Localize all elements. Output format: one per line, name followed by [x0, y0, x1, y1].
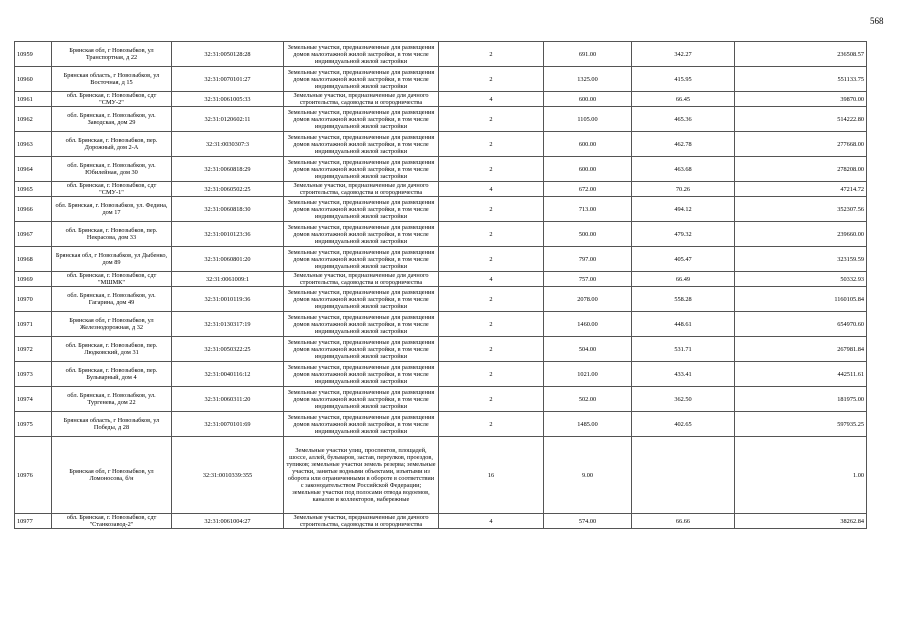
- table-row: [15, 272, 867, 287]
- use-code-cell: 2: [439, 287, 544, 312]
- row-number: 10960: [15, 67, 52, 92]
- cadastral-value-cell: 1.00: [735, 437, 867, 514]
- address-cell: обл. Брянская, г. Новозыбков, сдт "МШМК": [52, 272, 172, 287]
- unit-price-cell: 465.36: [632, 107, 735, 132]
- table-row: [15, 387, 867, 412]
- unit-price-cell: 66.45: [632, 92, 735, 107]
- row-number: 10962: [15, 107, 52, 132]
- unit-price-cell: [632, 437, 735, 514]
- row-number: 10977: [15, 514, 52, 529]
- table-row: [15, 132, 867, 157]
- cadastral-value-cell: 514222.80: [735, 107, 867, 132]
- table-row: [15, 197, 867, 222]
- address-cell: Брянская обл, г Новозыбков, ул Транспортная, д 22: [52, 42, 172, 67]
- land-use-cell: Земельные участки, предназначенные для дачного строительства, садоводства и огородничества: [284, 514, 439, 529]
- use-code-cell: 2: [439, 387, 544, 412]
- unit-price-cell: 415.95: [632, 67, 735, 92]
- row-number: 10968: [15, 247, 52, 272]
- row-number: 10973: [15, 362, 52, 387]
- use-code-cell: 4: [439, 92, 544, 107]
- unit-price-cell: 463.68: [632, 157, 735, 182]
- area-cell: 757.00: [544, 272, 632, 287]
- cadastral-value-cell: 654970.60: [735, 312, 867, 337]
- use-code-cell: 4: [439, 514, 544, 529]
- table-row: [15, 67, 867, 92]
- cadastral-number-cell: 32:31:0060502:25: [172, 182, 284, 197]
- land-use-cell: Земельные участки, предназначенные для дачного строительства, садоводства и огородничества: [284, 182, 439, 197]
- address-cell: Брянская обл, г Новозыбков, ул Дыбенко, дом 89: [52, 247, 172, 272]
- table-row: [15, 92, 867, 107]
- row-number: 10974: [15, 387, 52, 412]
- cadastral-value-cell: 352307.56: [735, 197, 867, 222]
- cadastral-number-cell: 32:31:0040116:12: [172, 362, 284, 387]
- table-body: [15, 42, 867, 529]
- cadastral-value-cell: 1160105.84: [735, 287, 867, 312]
- cadastral-number-cell: 32:31:0061004:27: [172, 514, 284, 529]
- table-row: [15, 42, 867, 67]
- land-use-cell: Земельные участки, предназначенные для размещения домов малоэтажной жилой застройки, в том числе индивидуальной жилой застройки: [284, 387, 439, 412]
- area-cell: 713.00: [544, 197, 632, 222]
- unit-price-cell: 402.65: [632, 412, 735, 437]
- area-cell: 600.00: [544, 157, 632, 182]
- use-code-cell: 4: [439, 272, 544, 287]
- row-number: 10970: [15, 287, 52, 312]
- row-number: 10976: [15, 437, 52, 514]
- use-code-cell: 2: [439, 157, 544, 182]
- land-use-cell: Земельные участки, предназначенные для размещения домов малоэтажной жилой застройки, в том числе индивидуальной жилой застройки: [284, 157, 439, 182]
- unit-price-cell: 448.61: [632, 312, 735, 337]
- land-use-cell: Земельные участки, предназначенные для размещения домов малоэтажной жилой застройки, в том числе индивидуальной жилой застройки: [284, 222, 439, 247]
- cadastral-value-cell: 278208.00: [735, 157, 867, 182]
- page-number: 568: [870, 16, 884, 26]
- cadastral-value-cell: 551133.75: [735, 67, 867, 92]
- row-number: 10971: [15, 312, 52, 337]
- address-cell: обл. Брянская, г. Новозыбков, ул. Заводская, дом 29: [52, 107, 172, 132]
- row-number: 10963: [15, 132, 52, 157]
- use-code-cell: 2: [439, 412, 544, 437]
- address-cell: обл. Брянская, г. Новозыбков, сдт "СМУ-2": [52, 92, 172, 107]
- cadastral-number-cell: 32:31:0120602:11: [172, 107, 284, 132]
- table-row: [15, 514, 867, 529]
- use-code-cell: 2: [439, 337, 544, 362]
- unit-price-cell: 531.71: [632, 337, 735, 362]
- table-row: [15, 222, 867, 247]
- cadastral-value-cell: 597935.25: [735, 412, 867, 437]
- table-row: [15, 412, 867, 437]
- table-row: [15, 437, 867, 514]
- unit-price-cell: 70.26: [632, 182, 735, 197]
- row-number: 10965: [15, 182, 52, 197]
- address-cell: обл. Брянская, г. Новозыбков, пер. Бульварный, дом 4: [52, 362, 172, 387]
- address-cell: обл. Брянская, г. Новозыбков, пер. Некрасова, дом 33: [52, 222, 172, 247]
- row-number: 10967: [15, 222, 52, 247]
- unit-price-cell: 462.78: [632, 132, 735, 157]
- row-number: 10972: [15, 337, 52, 362]
- area-cell: 502.00: [544, 387, 632, 412]
- land-use-cell: Земельные участки, предназначенные для размещения домов малоэтажной жилой застройки, в том числе индивидуальной жилой застройки: [284, 412, 439, 437]
- land-use-cell: Земельные участки, предназначенные для размещения домов малоэтажной жилой застройки, в том числе индивидуальной жилой застройки: [284, 197, 439, 222]
- use-code-cell: 2: [439, 247, 544, 272]
- row-number: 10961: [15, 92, 52, 107]
- cadastral-number-cell: 32:31:0061009:1: [172, 272, 284, 287]
- cadastral-number-cell: 32:31:0010119:36: [172, 287, 284, 312]
- cadastral-value-cell: 47214.72: [735, 182, 867, 197]
- area-cell: 672.00: [544, 182, 632, 197]
- use-code-cell: 2: [439, 197, 544, 222]
- area-cell: 9.00: [544, 437, 632, 514]
- area-cell: 797.00: [544, 247, 632, 272]
- cadastral-number-cell: 32:31:0050128:28: [172, 42, 284, 67]
- cadastral-number-cell: 32:31:0060801:20: [172, 247, 284, 272]
- land-registry-table: [14, 41, 867, 529]
- area-cell: 1105.00: [544, 107, 632, 132]
- address-cell: Брянская обл, г Новозыбков, ул Ломоносова, б/н: [52, 437, 172, 514]
- row-number: 10975: [15, 412, 52, 437]
- cadastral-value-cell: 267981.84: [735, 337, 867, 362]
- cadastral-number-cell: 32:31:0050322:25: [172, 337, 284, 362]
- table-row: [15, 337, 867, 362]
- use-code-cell: 4: [439, 182, 544, 197]
- land-use-cell: Земельные участки, предназначенные для дачного строительства, садоводства и огородничества: [284, 92, 439, 107]
- row-number: 10964: [15, 157, 52, 182]
- cadastral-number-cell: 32:31:0030307:3: [172, 132, 284, 157]
- cadastral-number-cell: 32:31:0010339:355: [172, 437, 284, 514]
- land-use-cell: Земельные участки, предназначенные для дачного строительства, садоводства и огородничества: [284, 272, 439, 287]
- cadastral-number-cell: 32:31:0060311:20: [172, 387, 284, 412]
- use-code-cell: 2: [439, 362, 544, 387]
- address-cell: Брянская область, г Новозыбков, ул Восточная, д 15: [52, 67, 172, 92]
- area-cell: 574.00: [544, 514, 632, 529]
- cadastral-value-cell: 50332.93: [735, 272, 867, 287]
- cadastral-number-cell: 32:31:0070101:27: [172, 67, 284, 92]
- address-cell: обл. Брянская, г. Новозыбков, ул. Федина, дом 17: [52, 197, 172, 222]
- use-code-cell: 2: [439, 67, 544, 92]
- cadastral-number-cell: 32:31:0061005:33: [172, 92, 284, 107]
- unit-price-cell: 66.66: [632, 514, 735, 529]
- area-cell: 691.00: [544, 42, 632, 67]
- cadastral-value-cell: 239660.00: [735, 222, 867, 247]
- table-row: [15, 107, 867, 132]
- cadastral-value-cell: 39870.00: [735, 92, 867, 107]
- address-cell: обл. Брянская, г. Новозыбков, ул. Гагарина, дом 49: [52, 287, 172, 312]
- area-cell: 504.00: [544, 337, 632, 362]
- row-number: 10966: [15, 197, 52, 222]
- table-row: [15, 312, 867, 337]
- cadastral-value-cell: 236508.57: [735, 42, 867, 67]
- table-row: [15, 157, 867, 182]
- area-cell: 500.00: [544, 222, 632, 247]
- table-row: [15, 247, 867, 272]
- cadastral-value-cell: 38262.84: [735, 514, 867, 529]
- unit-price-cell: 433.41: [632, 362, 735, 387]
- table-row: [15, 287, 867, 312]
- area-cell: 600.00: [544, 92, 632, 107]
- address-cell: Брянская область, г Новозыбков, ул Победы, д 28: [52, 412, 172, 437]
- address-cell: обл. Брянская, г. Новозыбков, ул. Тургенева, дом 22: [52, 387, 172, 412]
- address-cell: обл. Брянская, г. Новозыбков, пер. Дорожный, дом 2-А: [52, 132, 172, 157]
- address-cell: обл. Брянская, г. Новозыбков, сдт "Станкозавод-2": [52, 514, 172, 529]
- unit-price-cell: 362.50: [632, 387, 735, 412]
- unit-price-cell: 494.12: [632, 197, 735, 222]
- cadastral-number-cell: 32:31:0060818:29: [172, 157, 284, 182]
- cadastral-value-cell: 277668.00: [735, 132, 867, 157]
- address-cell: обл. Брянская, г. Новозыбков, ул. Юбилейная, дом 30: [52, 157, 172, 182]
- cadastral-number-cell: 32:31:0070101:69: [172, 412, 284, 437]
- area-cell: 2078.00: [544, 287, 632, 312]
- unit-price-cell: 558.28: [632, 287, 735, 312]
- address-cell: Брянская обл, г Новозыбков, ул Железнодорожная, д 32: [52, 312, 172, 337]
- cadastral-number-cell: 32:31:0010123:36: [172, 222, 284, 247]
- land-use-cell: Земельные участки, предназначенные для размещения домов малоэтажной жилой застройки, в том числе индивидуальной жилой застройки: [284, 132, 439, 157]
- area-cell: 1460.00: [544, 312, 632, 337]
- unit-price-cell: 405.47: [632, 247, 735, 272]
- land-use-cell: Земельные участки, предназначенные для размещения домов малоэтажной жилой застройки, в том числе индивидуальной жилой застройки: [284, 312, 439, 337]
- land-use-cell: Земельные участки улиц, проспектов, площадей, шоссе, аллей, бульваров, застав, переулков, проездов, тупиков; земельные участки земель резерва; земельные участки, занятые водными объектами, изъятыми из оборота или ограниченными в обороте в соответствии с законодательством Российской Федерации; земельные участки под полосами отвода водоемов, каналов и коллекторов, набережные: [284, 437, 439, 514]
- land-use-cell: Земельные участки, предназначенные для размещения домов малоэтажной жилой застройки, в том числе индивидуальной жилой застройки: [284, 287, 439, 312]
- use-code-cell: 2: [439, 312, 544, 337]
- land-use-cell: Земельные участки, предназначенные для размещения домов малоэтажной жилой застройки, в том числе индивидуальной жилой застройки: [284, 362, 439, 387]
- row-number: 10969: [15, 272, 52, 287]
- land-use-cell: Земельные участки, предназначенные для размещения домов малоэтажной жилой застройки, в том числе индивидуальной жилой застройки: [284, 42, 439, 67]
- land-use-cell: Земельные участки, предназначенные для размещения домов малоэтажной жилой застройки, в том числе индивидуальной жилой застройки: [284, 247, 439, 272]
- use-code-cell: 2: [439, 132, 544, 157]
- address-cell: обл. Брянская, г. Новозыбков, пер. Людковский, дом 31: [52, 337, 172, 362]
- cadastral-value-cell: 323159.59: [735, 247, 867, 272]
- land-use-cell: Земельные участки, предназначенные для размещения домов малоэтажной жилой застройки, в том числе индивидуальной жилой застройки: [284, 67, 439, 92]
- cadastral-value-cell: 442511.61: [735, 362, 867, 387]
- area-cell: 1485.00: [544, 412, 632, 437]
- use-code-cell: 2: [439, 222, 544, 247]
- table-row: [15, 182, 867, 197]
- cadastral-number-cell: 32:31:0060818:30: [172, 197, 284, 222]
- cadastral-value-cell: 181975.00: [735, 387, 867, 412]
- area-cell: 1021.00: [544, 362, 632, 387]
- table-row: [15, 362, 867, 387]
- unit-price-cell: 342.27: [632, 42, 735, 67]
- unit-price-cell: 66.49: [632, 272, 735, 287]
- area-cell: 600.00: [544, 132, 632, 157]
- address-cell: обл. Брянская, г. Новозыбков, сдт "СМУ-1": [52, 182, 172, 197]
- land-use-cell: Земельные участки, предназначенные для размещения домов малоэтажной жилой застройки, в том числе индивидуальной жилой застройки: [284, 107, 439, 132]
- use-code-cell: 2: [439, 42, 544, 67]
- land-use-cell: Земельные участки, предназначенные для размещения домов малоэтажной жилой застройки, в том числе индивидуальной жилой застройки: [284, 337, 439, 362]
- cadastral-number-cell: 32:31:0130317:19: [172, 312, 284, 337]
- unit-price-cell: 479.32: [632, 222, 735, 247]
- area-cell: 1325.00: [544, 67, 632, 92]
- use-code-cell: 16: [439, 437, 544, 514]
- row-number: 10959: [15, 42, 52, 67]
- use-code-cell: 2: [439, 107, 544, 132]
